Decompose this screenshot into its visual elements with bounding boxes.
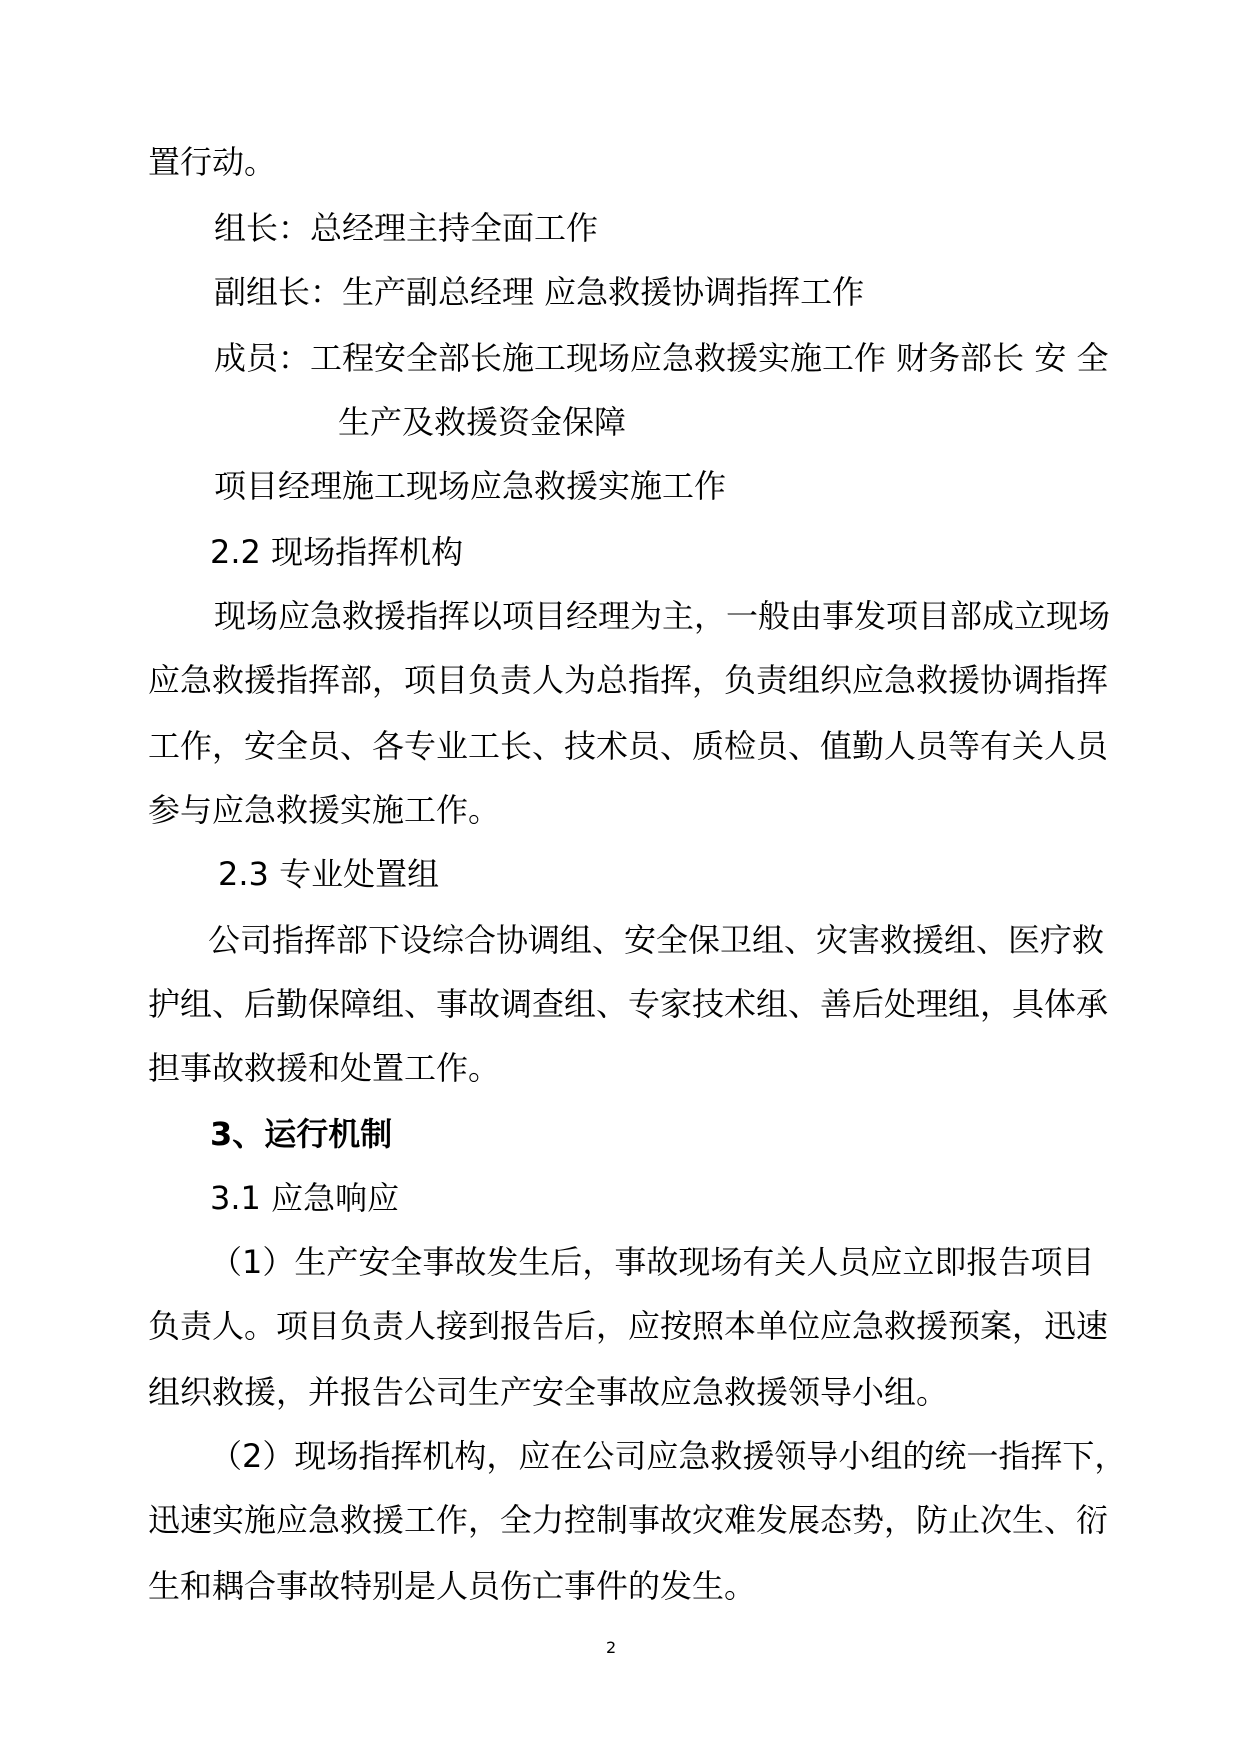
paragraph-line: 参与应急救援实施工作。: [148, 791, 501, 829]
paragraph-line: （2）现场指挥机构，应在公司应急救援领导小组的统一指挥下，: [210, 1437, 1127, 1475]
section-heading: 2.2 现场指挥机构: [210, 533, 464, 571]
paragraph-line: 组织救援，并报告公司生产安全事故应急救援领导小组。: [148, 1373, 949, 1411]
paragraph-line: （1）生产安全事故发生后，事故现场有关人员应立即报告项目: [210, 1243, 1095, 1281]
paragraph-line: 成员：工程安全部长施工现场应急救援实施工作 财务部长 安 全: [214, 339, 1109, 377]
paragraph-line: 现场应急救援指挥以项目经理为主，一般由事发项目部成立现场: [214, 597, 1111, 635]
section-heading: 3.1 应急响应: [210, 1179, 400, 1217]
paragraph-line: 生产及救援资金保障: [338, 403, 627, 441]
paragraph-line: 护组、后勤保障组、事故调查组、专家技术组、善后处理组，具体承: [148, 985, 1109, 1023]
paragraph-line: 副组长：生产副总经理 应急救援协调指挥工作: [214, 273, 865, 311]
paragraph-line: 应急救援指挥部，项目负责人为总指挥，负责组织应急救援协调指挥: [148, 661, 1109, 699]
paragraph-line: 项目经理施工现场应急救援实施工作: [214, 467, 727, 505]
paragraph-line: 迅速实施应急救援工作，全力控制事故灾难发展态势，防止次生、衍: [148, 1501, 1109, 1539]
paragraph-line: 组长：总经理主持全面工作: [214, 209, 599, 247]
paragraph-line: 负责人。项目负责人接到报告后，应按照本单位应急救援预案，迅速: [148, 1307, 1109, 1345]
section-heading: 2.3 专业处置组: [218, 855, 440, 893]
page-number: 2: [606, 1638, 617, 1657]
paragraph-line: 置行动。: [148, 143, 277, 181]
paragraph-line: 公司指挥部下设综合协调组、安全保卫组、灾害救援组、医疗救: [208, 921, 1105, 959]
paragraph-line: 担事故救援和处置工作。: [148, 1049, 501, 1087]
paragraph-line: 生和耦合事故特别是人员伤亡事件的发生。: [148, 1567, 757, 1605]
chapter-heading: 3、运行机制: [210, 1115, 393, 1153]
paragraph-line: 工作，安全员、各专业工长、技术员、质检员、值勤人员等有关人员: [148, 727, 1109, 765]
